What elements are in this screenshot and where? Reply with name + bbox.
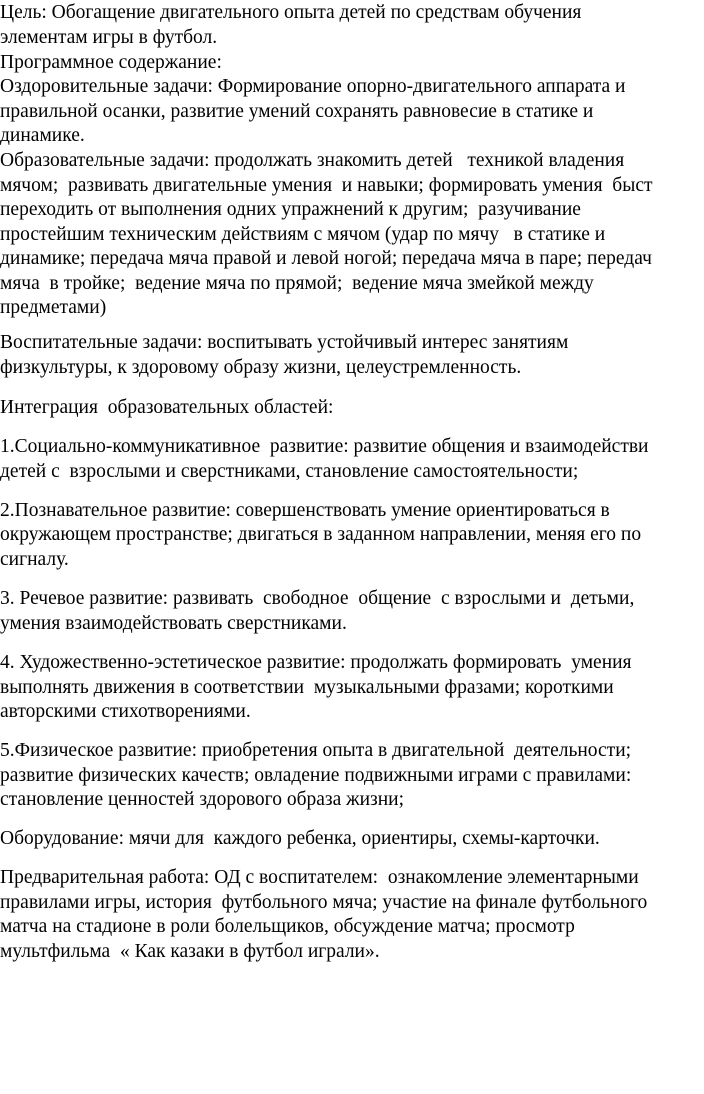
cognitive-development-line-1: 2.Познавательное развитие: совершенствовать умение ориентироваться в bbox=[0, 500, 610, 521]
art-development-line-2: выполнять движения в соответствии музыкальными фразами; короткими bbox=[0, 677, 614, 698]
education-tasks-line-5: динамике; передача мяча правой и левой ногой; передача мяча в паре; передач bbox=[0, 248, 652, 269]
social-development-line-1: 1.Социально-коммуникативное развитие: развитие общения и взаимодействи bbox=[0, 436, 649, 457]
education-tasks-line-6: мяча в тройке; ведение мяча по прямой; ведение мяча змейкой между bbox=[0, 273, 594, 294]
cognitive-development-line-3: сигналу. bbox=[0, 549, 69, 570]
upbringing-tasks-line-2: физкультуры, к здоровому образу жизни, целеустремленность. bbox=[0, 357, 522, 378]
education-tasks-line-3: переходить от выполнения одних упражнений к другим; разучивание bbox=[0, 199, 581, 220]
art-development-line-1: 4. Художественно-эстетическое развитие: продолжать формировать умения bbox=[0, 652, 632, 673]
health-tasks-line-3: динамике. bbox=[0, 125, 85, 146]
speech-development-line-1: 3. Речевое развитие: развивать свободное общение с взрослыми и детьми, bbox=[0, 588, 635, 609]
health-tasks-line-1: Оздоровительные задачи: Формирование опорно-двигательного аппарата и bbox=[0, 76, 626, 97]
goal-line-1: Цель: Обогащение двигательного опыта детей по средствам обучения bbox=[0, 2, 582, 23]
education-tasks-line-7: предметами) bbox=[0, 297, 107, 318]
goal-line-2: элементам игры в футбол. bbox=[0, 27, 218, 48]
integration-heading: Интеграция образовательных областей: bbox=[0, 397, 334, 418]
preliminary-work-line-3: матча на стадионе в роли болельщиков, обсуждение матча; просмотр bbox=[0, 916, 575, 937]
equipment-line: Оборудование: мячи для каждого ребенка, ориентиры, схемы-карточки. bbox=[0, 828, 600, 849]
speech-development-line-2: умения взаимодействовать сверстниками. bbox=[0, 613, 347, 634]
upbringing-tasks-line-1: Воспитательные задачи: воспитывать устойчивый интерес занятиям bbox=[0, 332, 569, 353]
preliminary-work-line-1: Предварительная работа: ОД с воспитателем: ознакомление элементарными bbox=[0, 867, 639, 888]
cognitive-development-line-2: окружающем пространстве; двигаться в заданном направлении, меняя его по bbox=[0, 524, 642, 545]
preliminary-work-line-2: правилами игры, история футбольного мяча; участие на финале футбольного bbox=[0, 892, 648, 913]
preliminary-work-line-4: мультфильма « Как казаки в футбол играли». bbox=[0, 941, 380, 962]
education-tasks-line-4: простейшим техническим действиям с мячом (удар по мячу в статике и bbox=[0, 224, 606, 245]
art-development-line-3: авторскими стихотворениями. bbox=[0, 701, 251, 722]
physical-development-line-3: становление ценностей здорового образа жизни; bbox=[0, 789, 405, 810]
social-development-line-2: детей с взрослыми и сверстниками, становление самостоятельности; bbox=[0, 461, 579, 482]
education-tasks-line-2: мячом; развивать двигательные умения и навыки; формировать умения быст bbox=[0, 175, 653, 196]
health-tasks-line-2: правильной осанки, развитие умений сохранять равновесие в статике и bbox=[0, 101, 594, 122]
program-heading: Программное содержание: bbox=[0, 52, 222, 73]
physical-development-line-2: развитие физических качеств; овладение подвижными играми с правилами: bbox=[0, 765, 632, 786]
education-tasks-line-1: Образовательные задачи: продолжать знакомить детей техникой владения bbox=[0, 150, 625, 171]
physical-development-line-1: 5.Физическое развитие: приобретения опыта в двигательной деятельности; bbox=[0, 740, 632, 761]
